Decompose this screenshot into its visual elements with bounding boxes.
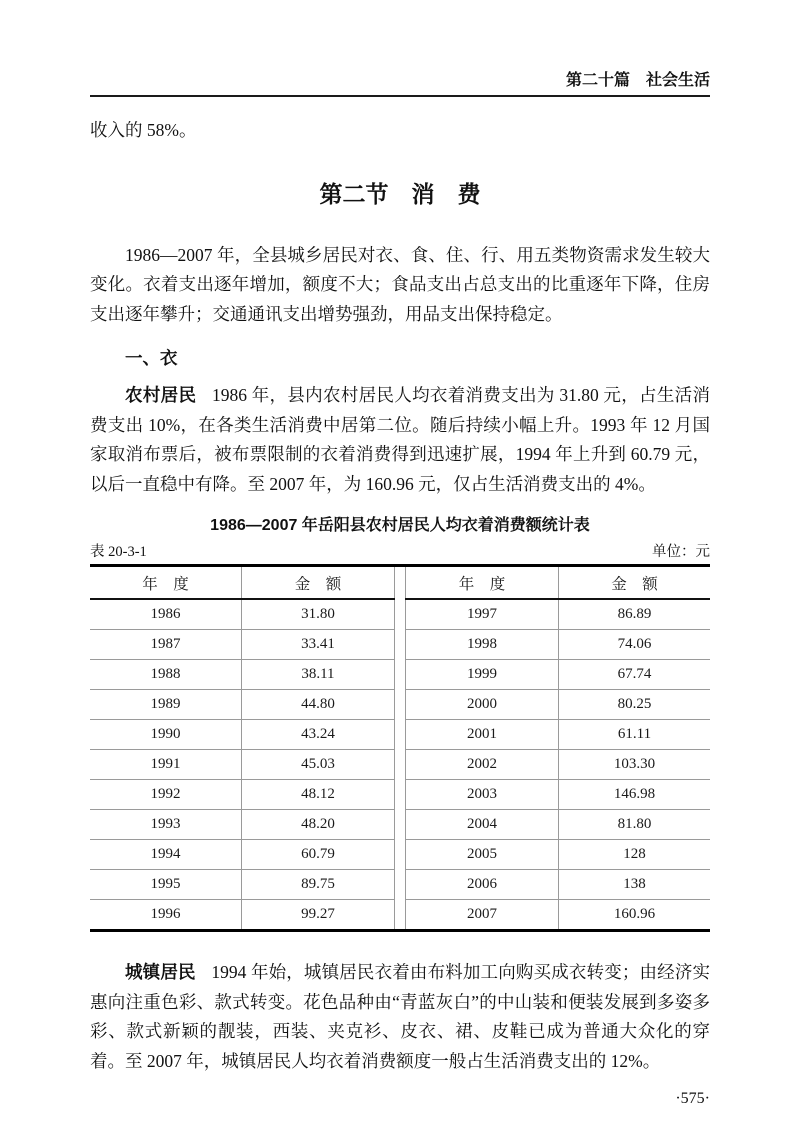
year-cell: 2004 bbox=[406, 810, 559, 840]
year-cell: 2000 bbox=[406, 690, 559, 720]
amount-cell: 44.80 bbox=[241, 690, 394, 720]
page-number: ·575· bbox=[675, 1090, 710, 1107]
year-cell: 1999 bbox=[406, 660, 559, 690]
year-cell: 1994 bbox=[90, 840, 241, 870]
rural-residents-lead: 农村居民 bbox=[125, 385, 197, 405]
header-rule bbox=[90, 95, 710, 97]
amount-cell: 86.89 bbox=[559, 599, 710, 630]
table-row bbox=[90, 660, 395, 690]
table-row bbox=[90, 900, 395, 930]
year-cell: 1997 bbox=[406, 599, 559, 630]
amount-cell: 128 bbox=[559, 840, 710, 870]
table-row bbox=[406, 630, 711, 660]
amount-cell: 80.25 bbox=[559, 690, 710, 720]
amount-cell: 48.20 bbox=[241, 810, 394, 840]
urban-residents-paragraph bbox=[90, 958, 710, 1076]
year-cell: 1998 bbox=[406, 630, 559, 660]
year-cell: 1989 bbox=[90, 690, 241, 720]
table-label: 表 20-3-1 bbox=[90, 544, 147, 560]
table-row bbox=[406, 599, 711, 630]
table-title: 1986—2007 年岳阳县农村居民人均衣着消费额统计表 bbox=[210, 517, 590, 534]
amount-cell: 146.98 bbox=[559, 780, 710, 810]
table-row bbox=[90, 840, 395, 870]
table-row bbox=[90, 780, 395, 810]
table-right-half bbox=[405, 567, 710, 929]
consumption-statistics-table bbox=[90, 564, 710, 932]
year-cell: 1987 bbox=[90, 630, 241, 660]
amount-cell: 160.96 bbox=[613, 906, 656, 922]
amount-cell: 45.03 bbox=[241, 750, 394, 780]
table-meta bbox=[90, 543, 710, 561]
table-column-header: 金 额 bbox=[559, 567, 710, 599]
amount-cell: 81.80 bbox=[559, 810, 710, 840]
table-row bbox=[90, 720, 395, 750]
amount-cell: 103.30 bbox=[559, 750, 710, 780]
carryover-text: 收入的 58%。 bbox=[90, 120, 197, 140]
year-cell: 1991 bbox=[90, 750, 241, 780]
amount-cell: 33.41 bbox=[241, 630, 394, 660]
year-cell: 2006 bbox=[406, 870, 559, 900]
amount-cell: 67.74 bbox=[559, 660, 710, 690]
running-header bbox=[90, 0, 710, 90]
urban-residents-text: 1994 年始，城镇居民衣着由布料加工向购买成衣转变；由经济实惠向注重色彩、款式转变。花色品种由“青蓝灰白”的中山装和便装发展到多姿多彩、款式新颖的靓装，西装、夹克衫、皮衣、裙、皮鞋已成为普通大众化的穿着。至 2007 年，城镇居民人均衣着消费额度一般占生活消费支出的 12%。 bbox=[90, 962, 711, 1071]
year-cell: 1986 bbox=[90, 599, 241, 630]
amount-cell: 48.12 bbox=[241, 780, 394, 810]
year-cell: 2005 bbox=[406, 840, 559, 870]
table-row bbox=[406, 900, 711, 930]
table-row bbox=[406, 690, 711, 720]
year-cell: 2003 bbox=[406, 780, 559, 810]
amount-cell: 74.06 bbox=[559, 630, 710, 660]
year-cell: 1995 bbox=[90, 870, 241, 900]
intro-paragraph: 1986—2007 年，全县城乡居民对衣、食、住、行、用五类物资需求发生较大变化。衣着支出逐年增加，额度不大；食品支出占总支出的比重逐年下降，住房支出逐年攀升；交通通讯支出增势强劲，用品支出保持稳定。 bbox=[90, 244, 710, 324]
table-row bbox=[90, 870, 395, 900]
table-row bbox=[406, 870, 711, 900]
year-cell: 2002 bbox=[406, 750, 559, 780]
section-title: 第二节 消 费 bbox=[319, 180, 481, 207]
year-cell: 1996 bbox=[90, 900, 241, 930]
table-row bbox=[90, 630, 395, 660]
table-row bbox=[90, 690, 395, 720]
table-row bbox=[406, 750, 711, 780]
rural-residents-text: 1986 年，县内农村居民人均衣着消费支出为 31.80 元，占生活消费支出 10%，在各类生活消费中居第二位。随后持续小幅上升。1993 年 12 月国家取消布票后，被布票限制的衣着消费得到迅速扩展，1994 年上升到 60.79 元，以后一直稳中有降。至 2007 年，为 160.96 元，仅占生活消费支出的 4%。 bbox=[90, 385, 711, 494]
year-cell: 1990 bbox=[90, 720, 241, 750]
urban-residents-lead: 城镇居民 bbox=[125, 962, 196, 982]
amount-cell: 31.80 bbox=[241, 599, 394, 630]
year-cell: 2001 bbox=[406, 720, 559, 750]
table-row bbox=[406, 660, 711, 690]
rural-residents-paragraph bbox=[90, 381, 710, 499]
year-cell: 1988 bbox=[90, 660, 241, 690]
table-column-header: 年 度 bbox=[406, 567, 559, 599]
table-row bbox=[90, 599, 395, 630]
table-header-row bbox=[406, 567, 711, 599]
amount-cell: 89.75 bbox=[241, 870, 394, 900]
year-cell: 1992 bbox=[90, 780, 241, 810]
table-row bbox=[90, 750, 395, 780]
amount-cell: 61.11 bbox=[559, 720, 710, 750]
year-cell: 2007 bbox=[406, 900, 559, 930]
amount-cell: 60.79 bbox=[241, 840, 394, 870]
amount-cell: 43.24 bbox=[241, 720, 394, 750]
table-header-row bbox=[90, 567, 395, 599]
amount-cell: 38.11 bbox=[241, 660, 394, 690]
table-row bbox=[406, 720, 711, 750]
table-left-half bbox=[90, 567, 395, 929]
table-unit: 单位：元 bbox=[652, 544, 710, 560]
table-column-header: 金 额 bbox=[241, 567, 394, 599]
table-column-header: 年 度 bbox=[90, 567, 241, 599]
amount-cell: 138 bbox=[559, 870, 710, 900]
amount-cell: 99.27 bbox=[301, 906, 335, 922]
year-cell: 1993 bbox=[90, 810, 241, 840]
running-header-text: 第二十篇 社会生活 bbox=[565, 72, 710, 89]
table-row bbox=[406, 840, 711, 870]
table-row bbox=[406, 780, 711, 810]
subsection-heading: 一、衣 bbox=[125, 348, 178, 368]
table-row bbox=[90, 810, 395, 840]
table-row bbox=[406, 810, 711, 840]
